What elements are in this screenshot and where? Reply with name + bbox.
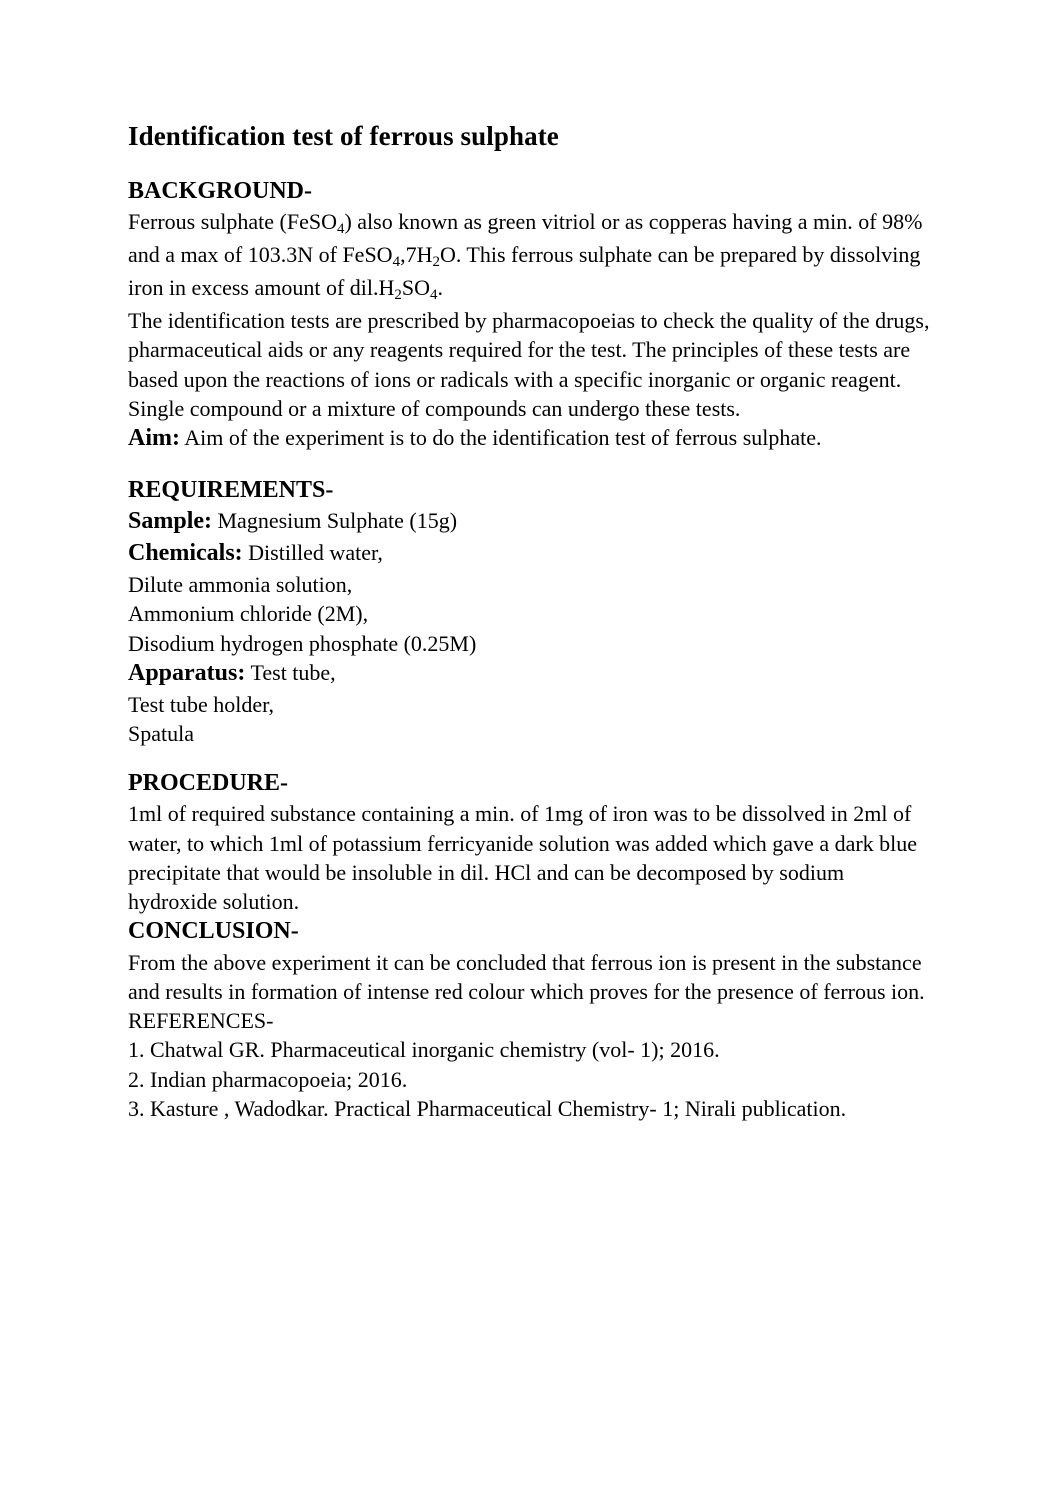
spacer-background-requirements <box>128 455 930 475</box>
chemicals-first: Distilled water, <box>248 540 383 566</box>
sample-line <box>128 506 930 538</box>
conclusion-text: From the above experiment it can be concluded that ferrous ion is present in the substance and results in formation of intense red colour which proves for the presence of ferrous ion. <box>128 949 925 1004</box>
bg-p1-sub-1: 4 <box>336 221 345 238</box>
background-paragraph-1 <box>128 207 930 306</box>
apparatus-item: Test tube holder, <box>128 691 275 717</box>
bg-p1-sub-4: 2 <box>394 287 402 304</box>
chemicals-item: Ammonium chloride (2M), <box>128 601 369 627</box>
aim-line <box>128 423 930 455</box>
chemicals-line <box>128 538 930 570</box>
bg-p1-part-a: Ferrous sulphate (FeSO <box>128 208 337 234</box>
aim-text: Aim of the experiment is to do the identification test of ferrous sulphate. <box>184 425 822 451</box>
bg-p1-part-e: SO <box>401 275 431 301</box>
section-heading-background: BACKGROUND- <box>128 177 312 204</box>
reference-item: 2. Indian pharmacopoeia; 2016. <box>128 1066 408 1092</box>
bg-p1-sub-2: 4 <box>392 254 401 271</box>
background-paragraph-2: The identification tests are prescribed by pharmacopoeias to check the quality of the drugs, pharmaceutical aids or any reagents required for the test. The principles of these tests are based upon the reactions of ions or radicals with a specific inorganic or organic reagent. Single compound or a mixture of compounds can undergo these tests. <box>128 308 930 421</box>
section-heading-requirements: REQUIREMENTS- <box>128 477 334 504</box>
section-heading-references: REFERENCES- <box>128 1008 274 1034</box>
sample-label: Sample: <box>128 508 212 535</box>
apparatus-first: Test tube, <box>250 659 336 685</box>
chemicals-item: Dilute ammonia solution, <box>128 572 353 598</box>
bg-p1-sub-3: 2 <box>432 254 440 271</box>
section-heading-procedure: PROCEDURE- <box>128 770 288 797</box>
reference-item: 1. Chatwal GR. Pharmaceutical inorganic chemistry (vol- 1); 2016. <box>128 1037 720 1063</box>
apparatus-line <box>128 658 930 690</box>
chemicals-label: Chemicals: <box>128 540 243 567</box>
apparatus-label: Apparatus: <box>128 659 246 686</box>
bg-p1-part-d: O. This ferrous sulphate can be prepared by dissolving iron in excess amount of dil.H <box>128 242 921 301</box>
bg-p1-part-c: ,7H <box>400 242 433 267</box>
references-block <box>128 1006 930 1123</box>
sample-text: Magnesium Sulphate (15g) <box>217 508 458 534</box>
procedure-text: 1ml of required substance containing a min. of 1mg of iron was to be dissolved in 2ml of water, to which 1ml of potassium ferricyanide solution was added which gave a dark blue precipitate that would be insoluble in dil. HCl and can be decomposed by sodium hydroxide solution. <box>128 801 918 915</box>
reference-item: 3. Kasture , Wadodkar. Practical Pharmaceutical Chemistry- 1; Nirali publication. <box>128 1095 847 1121</box>
bg-p1-sub-5: 4 <box>430 287 438 304</box>
chemicals-item: Disodium hydrogen phosphate (0.25M) <box>128 630 477 656</box>
spacer-requirements-procedure <box>128 748 930 768</box>
bg-p1-part-f: . <box>437 275 443 301</box>
bg-p1-part-b: ) also known as green vitriol or as copperas having a min. of 98% and a max of 103.3N of FeSO <box>128 208 923 267</box>
apparatus-item: Spatula <box>128 720 194 746</box>
section-heading-conclusion: CONCLUSION- <box>128 918 299 945</box>
aim-label: Aim: <box>128 425 180 452</box>
page-title: Identification test of ferrous sulphate <box>128 121 559 151</box>
